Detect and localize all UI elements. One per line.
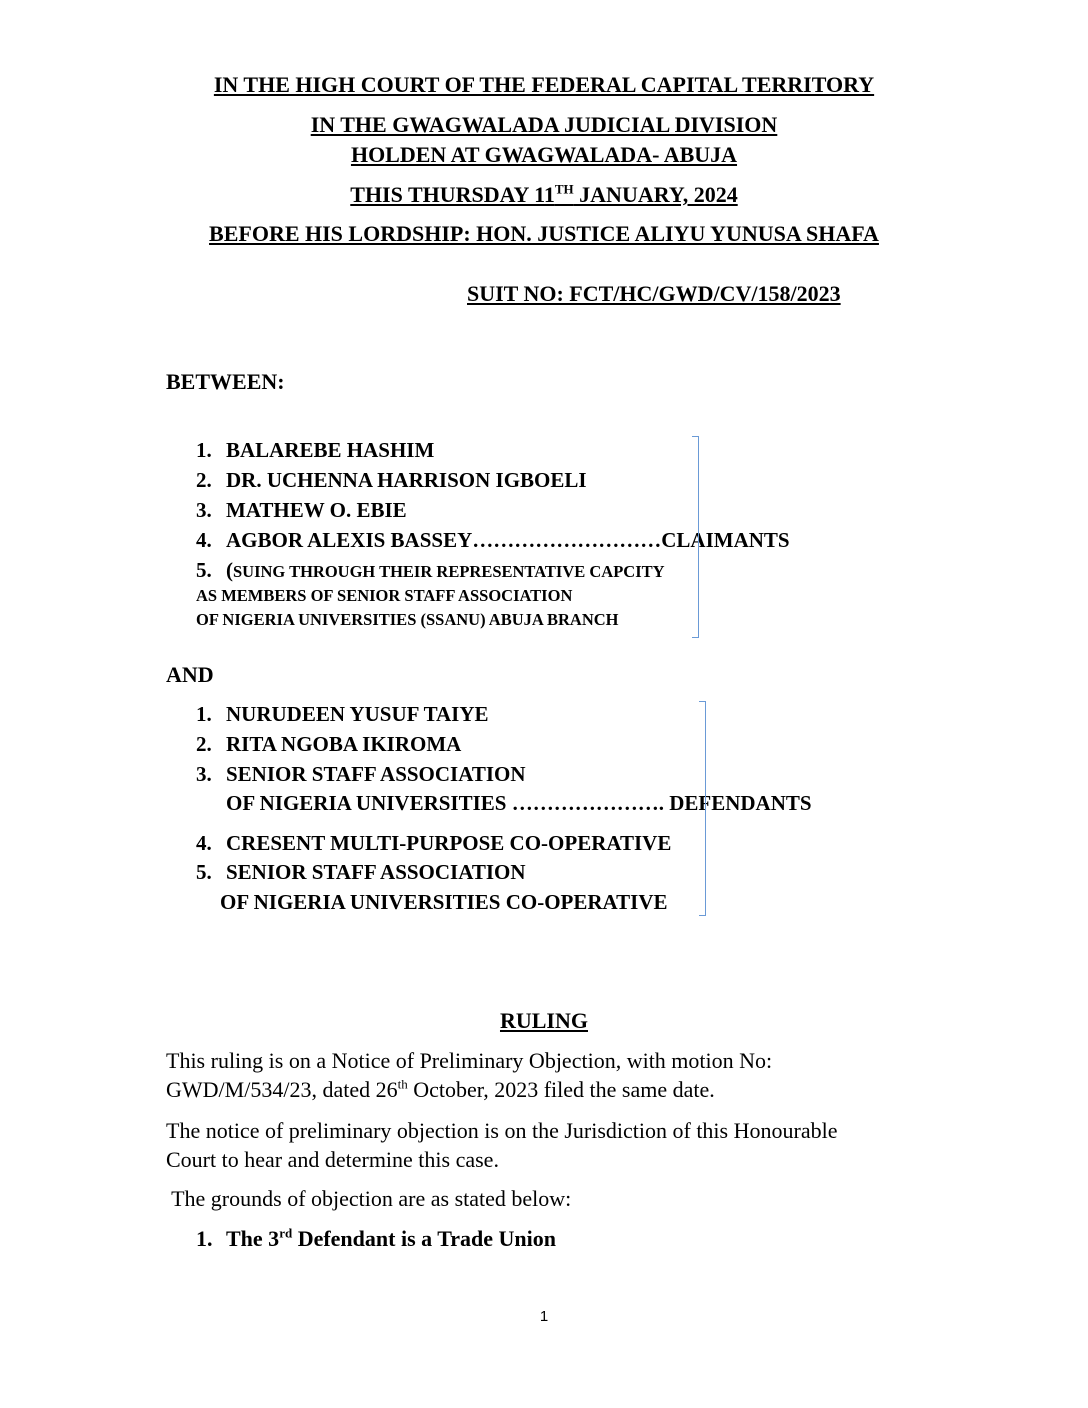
ground-number: 1. — [196, 1226, 213, 1251]
suing-line-3: OF NIGERIA UNIVERSITIES (SSANU) ABUJA BRANCH — [196, 610, 619, 629]
defendant-3 — [196, 762, 526, 787]
suing-line-2: AS MEMBERS OF SENIOR STAFF ASSOCIATION — [196, 586, 573, 605]
claimant-name: BALAREBE HASHIM — [226, 438, 435, 462]
page-number: 1 — [539, 1308, 549, 1325]
between-label: BETWEEN: — [166, 369, 285, 394]
court-title: IN THE HIGH COURT OF THE FEDERAL CAPITAL TERRITORY — [213, 72, 875, 97]
defendant-number: 1. — [196, 702, 212, 726]
defendant-name: NURUDEEN YUSUF TAIYE — [226, 702, 489, 726]
ruling-paragraph-3: The grounds of objection are as stated below: — [166, 1186, 572, 1211]
motion-date-superscript: th — [397, 1076, 408, 1092]
ruling-title: RULING — [499, 1008, 588, 1033]
claimant-4 — [196, 528, 790, 553]
date-superscript: TH — [554, 181, 574, 197]
claimant-name: ( — [226, 558, 233, 582]
ground-suffix: Defendant is a Trade Union — [292, 1226, 557, 1251]
ruling-paragraph-1-line-1: This ruling is on a Notice of Preliminary Objection, with motion No: — [166, 1048, 773, 1073]
defendant-number: 2. — [196, 732, 212, 756]
date-line — [0, 182, 1088, 208]
suit-number: SUIT NO: FCT/HC/GWD/CV/158/2023 — [467, 281, 841, 306]
judge-line: BEFORE HIS LORDSHIP: HON. JUSTICE ALIYU YUNUSA SHAFA — [209, 221, 879, 246]
ground-superscript: rd — [279, 1225, 293, 1241]
defendant-name: SENIOR STAFF ASSOCIATION — [226, 762, 526, 786]
claimant-number: 4. — [196, 528, 212, 552]
motion-date-prefix: GWD/M/534/23, dated 26 — [166, 1077, 398, 1102]
ruling-paragraph-1-line-2 — [166, 1077, 715, 1103]
ground-1 — [196, 1226, 556, 1252]
claimant-5 — [196, 558, 665, 583]
holden-line: HOLDEN AT GWAGWALADA- ABUJA — [350, 142, 738, 167]
date-suffix: JANUARY, 2024 — [573, 182, 738, 207]
claimant-name: AGBOR ALEXIS BASSEY………………………CLAIMANTS — [226, 528, 790, 552]
date-prefix: THIS THURSDAY 11 — [350, 182, 555, 207]
ruling-paragraph-2-line-2: Court to hear and determine this case. — [166, 1147, 499, 1172]
claimant-number: 3. — [196, 498, 212, 522]
defendant-name: CRESENT MULTI-PURPOSE CO-OPERATIVE — [226, 831, 672, 855]
and-label: AND — [166, 662, 214, 687]
motion-date-suffix: October, 2023 filed the same date. — [407, 1077, 715, 1102]
suing-line-1: SUING THROUGH THEIR REPRESENTATIVE CAPCITY — [233, 562, 665, 581]
defendant-2 — [196, 732, 461, 757]
claimant-name: MATHEW O. EBIE — [226, 498, 407, 522]
defendant-name: RITA NGOBA IKIROMA — [226, 732, 462, 756]
defendant-5 — [196, 860, 526, 885]
defendant-name: SENIOR STAFF ASSOCIATION — [226, 860, 526, 884]
claimant-number: 5. — [196, 558, 212, 582]
defendant-number: 4. — [196, 831, 212, 855]
defendant-number: 5. — [196, 860, 212, 884]
defendant-3-continued: OF NIGERIA UNIVERSITIES …………………. DEFENDANTS — [226, 791, 812, 815]
defendant-4 — [196, 831, 671, 856]
claimant-number: 2. — [196, 468, 212, 492]
defendants-bracket — [699, 701, 706, 916]
claimant-2 — [196, 468, 587, 493]
claimants-bracket — [692, 436, 699, 638]
claimant-name: DR. UCHENNA HARRISON IGBOELI — [226, 468, 587, 492]
ruling-paragraph-2-line-1: The notice of preliminary objection is on the Jurisdiction of this Honourable — [166, 1118, 838, 1143]
claimant-number: 1. — [196, 438, 212, 462]
ground-prefix: The 3 — [226, 1226, 280, 1251]
division-title: IN THE GWAGWALADA JUDICIAL DIVISION — [310, 112, 778, 137]
claimant-3 — [196, 498, 407, 523]
defendant-1 — [196, 702, 489, 727]
claimant-1 — [196, 438, 434, 463]
defendant-5-continued: OF NIGERIA UNIVERSITIES CO-OPERATIVE — [220, 890, 668, 914]
defendant-number: 3. — [196, 762, 212, 786]
